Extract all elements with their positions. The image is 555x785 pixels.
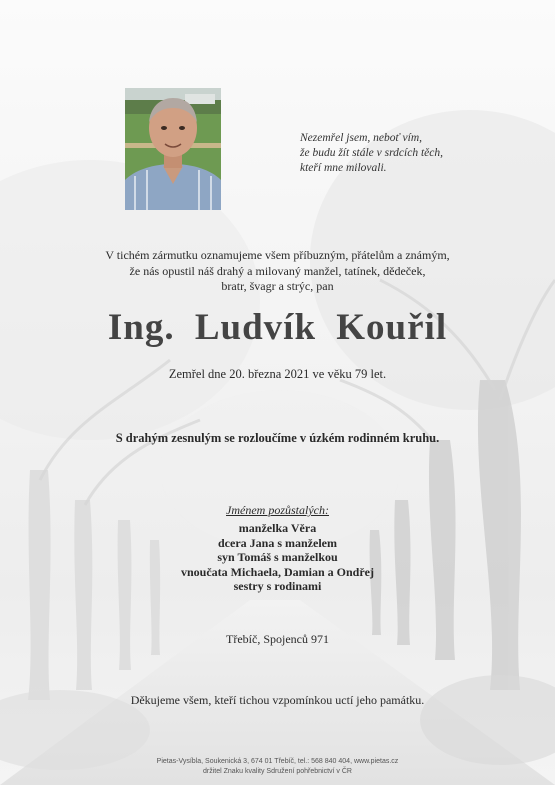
announcement-line: že nás opustil náš drahý a milovaný manžel, tatínek, dědeček, (129, 263, 426, 278)
survivors-list (0, 521, 555, 594)
footer (0, 757, 555, 777)
announcement-line: V tichém zármutku oznamujeme všem příbuzným, přátelům a známým, (105, 248, 450, 262)
quote-line: že budu žít stále v srdcích těch, (300, 147, 443, 159)
footer-line: Pietas-Vysíbla, Soukenická 3, 674 01 Třebíč, tel.: 568 840 404, www.pietas.cz (156, 758, 399, 765)
quote-line: Nezemřel jsem, neboť vím, (300, 132, 423, 144)
announcement (0, 248, 555, 295)
announcement-line: bratr, švagr a strýc, pan (221, 279, 334, 293)
farewell-notice: S drahým zesnulým se rozloučíme v úzkém rodinném kruhu. (115, 431, 440, 445)
memorial-quote (300, 131, 510, 176)
portrait-photo (125, 88, 221, 210)
thanks-note: Děkujeme všem, kteří tichou vzpomínkou uctí jeho památku. (130, 693, 425, 707)
death-info: Zemřel dne 20. března 2021 ve věku 79 let. (168, 367, 387, 381)
survivor-entry: syn Tomáš s manželkou (217, 550, 338, 565)
survivor-entry: vnoučata Michaela, Damian a Ondřej (181, 564, 374, 579)
survivor-entry: dcera Jana s manželem (218, 535, 337, 550)
footer-line: držitel Znaku kvality Sdružení pohřebnictví v ČR (202, 768, 352, 775)
survivors-title: Jménem pozůstalých: (226, 503, 329, 517)
survivor-entry: manželka Věra (238, 521, 317, 535)
deceased-name: Ing. Ludvík Kouřil (107, 307, 448, 348)
quote-line: kteří mne milovali. (300, 162, 387, 174)
survivor-entry: sestry s rodinami (233, 579, 322, 594)
address: Třebíč, Spojenců 971 (226, 632, 329, 646)
